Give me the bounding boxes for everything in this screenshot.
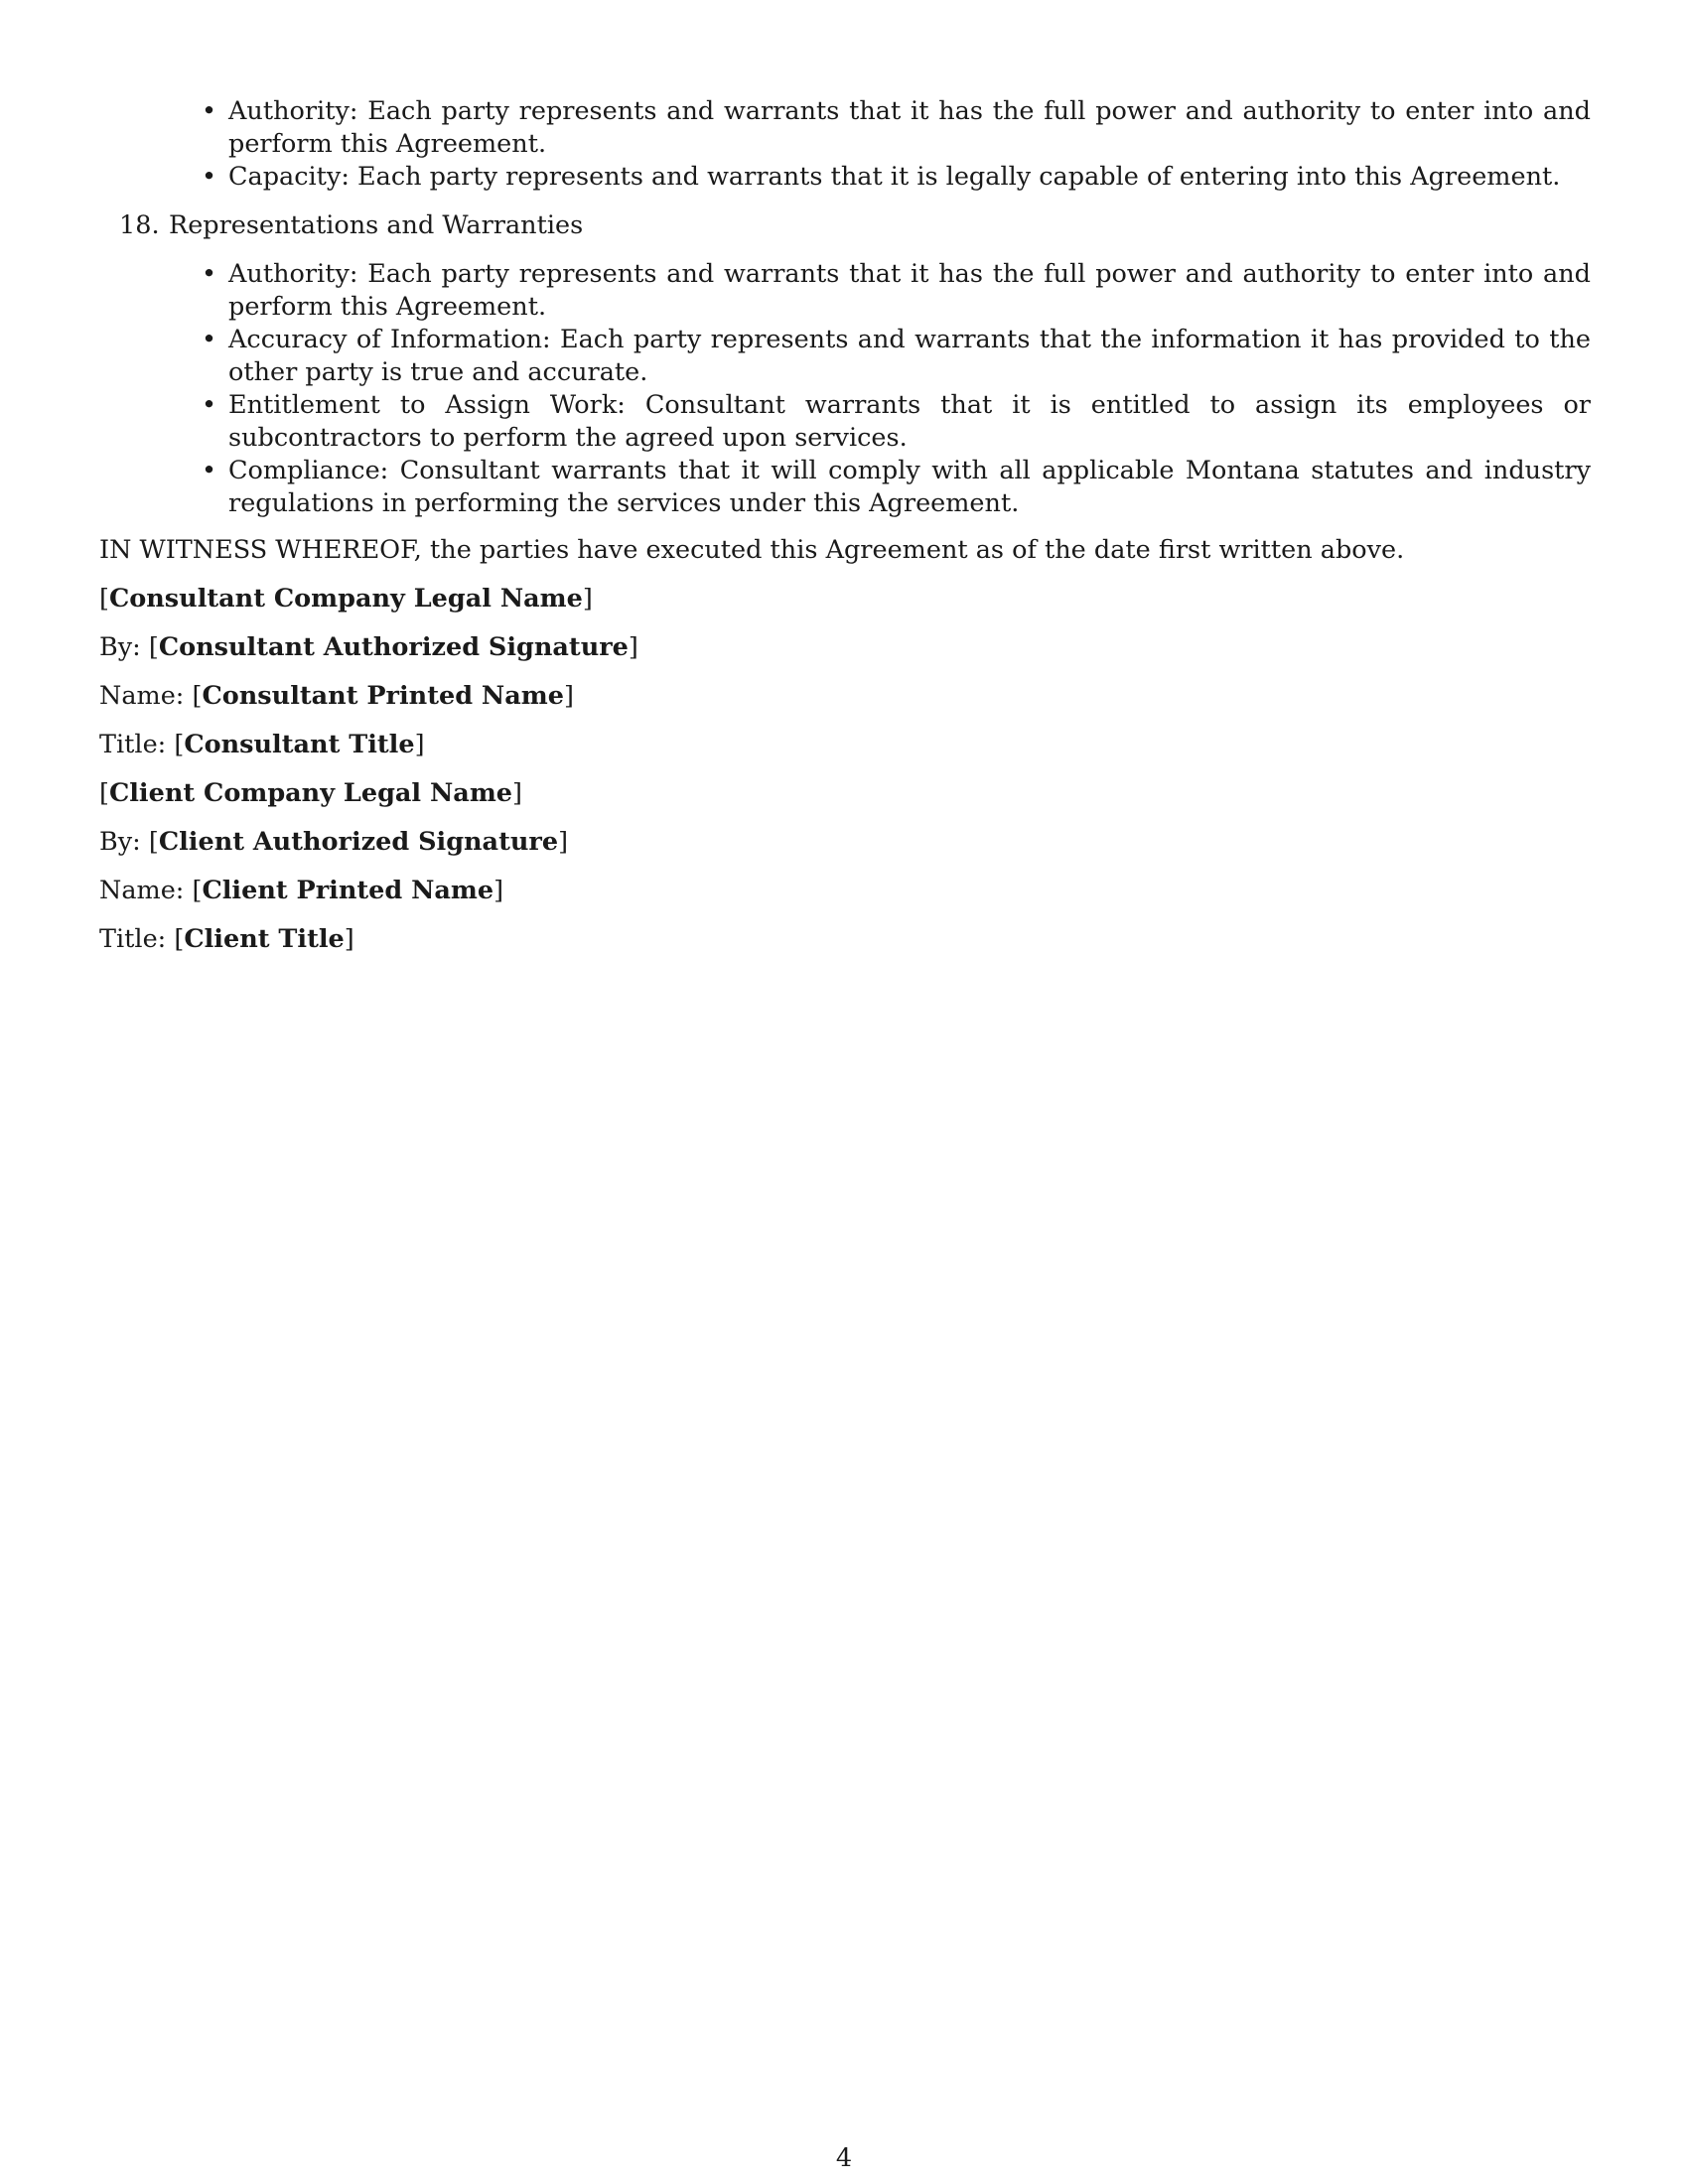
page-number: 4 bbox=[835, 2143, 853, 2173]
section-heading bbox=[119, 209, 1591, 242]
document-page bbox=[99, 95, 1591, 956]
title-label: Title: bbox=[99, 924, 167, 954]
intro-bullet-list bbox=[99, 95, 1591, 194]
section-bullet-list bbox=[99, 258, 1591, 520]
client-signature-placeholder: Client Authorized Signature bbox=[158, 827, 559, 857]
bullet-item: • Accuracy of Information: Each party represents and warrants that the information it has provided to the other party is true and accurate. bbox=[228, 324, 1591, 389]
client-company-name: Client Company Legal Name bbox=[108, 778, 513, 808]
consultant-company-line: [Consultant Company Legal Name] bbox=[99, 584, 593, 614]
title-label: Title: bbox=[99, 730, 167, 759]
consultant-company-name: Consultant Company Legal Name bbox=[108, 584, 583, 614]
bullet-item: • Entitlement to Assign Work: Consultant warrants that it is entitled to assign its employees or subcontractors to perform the agreed upon services. bbox=[228, 389, 1591, 455]
consultant-title-line: Title: [Consultant Title] bbox=[99, 730, 425, 759]
section-number: 18. bbox=[119, 210, 160, 240]
by-label: By: bbox=[99, 827, 141, 857]
client-printed-name: Client Printed Name bbox=[202, 876, 494, 905]
bullet-item: • Compliance: Consultant warrants that it will comply with all applicable Montana statutes and industry regulations in performing the services under this Agreement. bbox=[228, 455, 1591, 520]
bullet-item: • Authority: Each party represents and warrants that it has the full power and authority to enter into and perform this Agreement. bbox=[228, 95, 1591, 161]
consultant-printed-name: Consultant Printed Name bbox=[202, 681, 564, 711]
bullet-item: • Capacity: Each party represents and warrants that it is legally capable of entering into this Agreement. bbox=[228, 161, 1591, 194]
client-by-line: By: [Client Authorized Signature] bbox=[99, 827, 569, 857]
client-title-line: Title: [Client Title] bbox=[99, 924, 354, 954]
consultant-by-line: By: [Consultant Authorized Signature] bbox=[99, 632, 638, 662]
consultant-name-line: Name: [Consultant Printed Name] bbox=[99, 681, 574, 711]
client-title: Client Title bbox=[184, 924, 345, 954]
witness-statement: IN WITNESS WHEREOF, the parties have executed this Agreement as of the date first written above. bbox=[99, 535, 1405, 565]
consultant-signature-placeholder: Consultant Authorized Signature bbox=[158, 632, 629, 662]
by-label: By: bbox=[99, 632, 141, 662]
bullet-item: • Authority: Each party represents and warrants that it has the full power and authority to enter into and perform this Agreement. bbox=[228, 258, 1591, 324]
consultant-title: Consultant Title bbox=[184, 730, 415, 759]
name-label: Name: bbox=[99, 876, 185, 905]
client-company-line: [Client Company Legal Name] bbox=[99, 778, 522, 808]
client-name-line: Name: [Client Printed Name] bbox=[99, 876, 504, 905]
name-label: Name: bbox=[99, 681, 185, 711]
section-title: Representations and Warranties bbox=[169, 210, 584, 240]
